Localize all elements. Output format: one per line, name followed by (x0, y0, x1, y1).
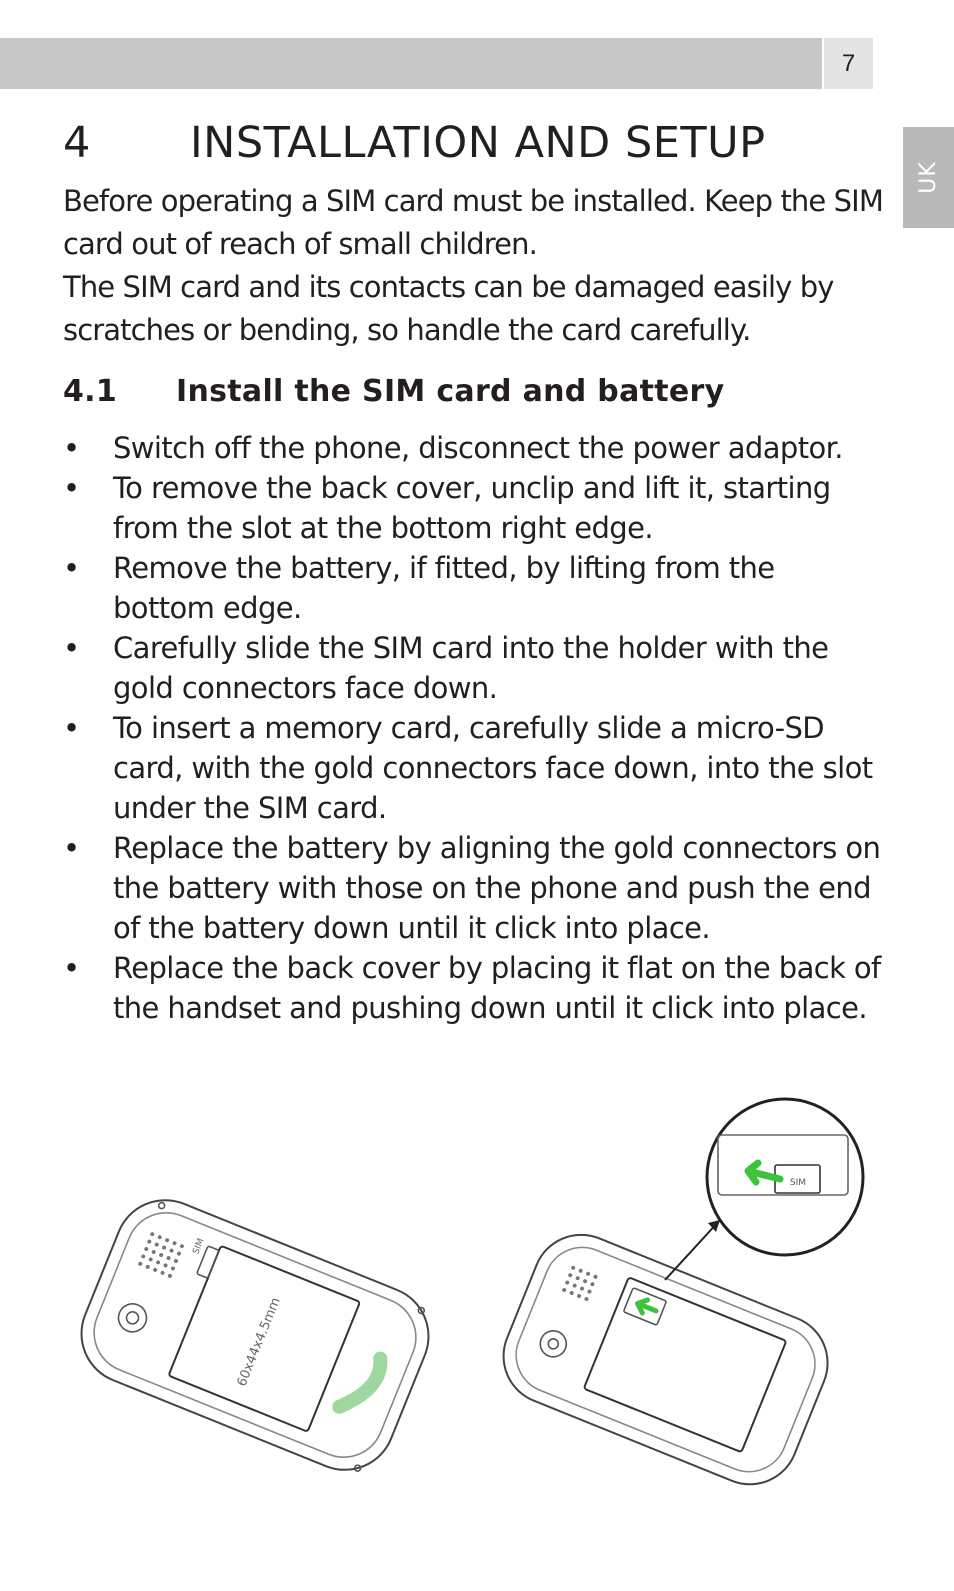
list-item (63, 428, 883, 468)
list-item-text: To insert a memory card, carefully slide a micro-SD card, with the gold connectors face down, into the slot under the SIM card. (113, 711, 873, 825)
zoom-inset (707, 1099, 863, 1255)
sim-illustration (490, 1095, 880, 1495)
bullet-icon: • (63, 831, 80, 865)
list-item (63, 468, 883, 548)
list-item-text: To remove the back cover, unclip and lift it, starting from the slot at the bottom right edge. (113, 471, 831, 545)
list-item-text: Replace the back cover by placing it flat on the back of the handset and pushing down until it click into place. (113, 951, 881, 1025)
speaker-grille (138, 1232, 185, 1279)
language-tab-label: UK (916, 161, 941, 194)
chapter-title-text: INSTALLATION AND SETUP (190, 118, 766, 168)
battery-illustration (60, 1170, 450, 1500)
speaker-grille (562, 1265, 598, 1301)
instruction-list (63, 428, 883, 1028)
list-item (63, 828, 883, 948)
lift-arrow-icon (339, 1351, 384, 1416)
list-item (63, 948, 883, 1028)
chapter-title (63, 118, 766, 168)
zoom-pointer (665, 1220, 720, 1280)
section-title-text: Install the SIM card and battery (176, 374, 725, 409)
page-number: 7 (824, 38, 873, 89)
bullet-icon: • (63, 631, 80, 665)
camera-icon (114, 1300, 150, 1336)
list-item (63, 708, 883, 828)
intro-paragraph: The SIM card and its contacts can be damaged easily by scratches or bending, so handle the card carefully. (63, 270, 834, 347)
section-number: 4.1 (63, 374, 118, 409)
battery-label: 60x44x4.5mm (234, 1295, 284, 1389)
bullet-icon: • (63, 551, 80, 585)
bullet-icon: • (63, 431, 80, 465)
bullet-icon: • (63, 951, 80, 985)
header-bar (0, 38, 822, 89)
list-item-text: Carefully slide the SIM card into the holder with the gold connectors face down. (113, 631, 829, 705)
section-title (63, 374, 725, 409)
chapter-number: 4 (63, 118, 91, 168)
sim-label: SIM (789, 1178, 807, 1188)
list-item-text: Replace the battery by aligning the gold connectors on the battery with those on the phone and push the end of the battery down until it click into place. (113, 831, 881, 945)
list-item (63, 628, 883, 708)
list-item (63, 548, 883, 628)
arrow-icon (635, 1297, 659, 1317)
sim-label: SIM (191, 1237, 207, 1256)
battery-compartment (584, 1277, 787, 1452)
camera-icon (536, 1327, 570, 1361)
language-tab (903, 127, 954, 228)
list-item-text: Remove the battery, if fitted, by lifting from the bottom edge. (113, 551, 775, 625)
intro-text (63, 180, 883, 352)
bullet-icon: • (63, 471, 80, 505)
list-item-text: Switch off the phone, disconnect the power adaptor. (113, 431, 843, 465)
bullet-icon: • (63, 711, 80, 745)
intro-paragraph: Before operating a SIM card must be installed. Keep the SIM card out of reach of small children. (63, 184, 883, 261)
